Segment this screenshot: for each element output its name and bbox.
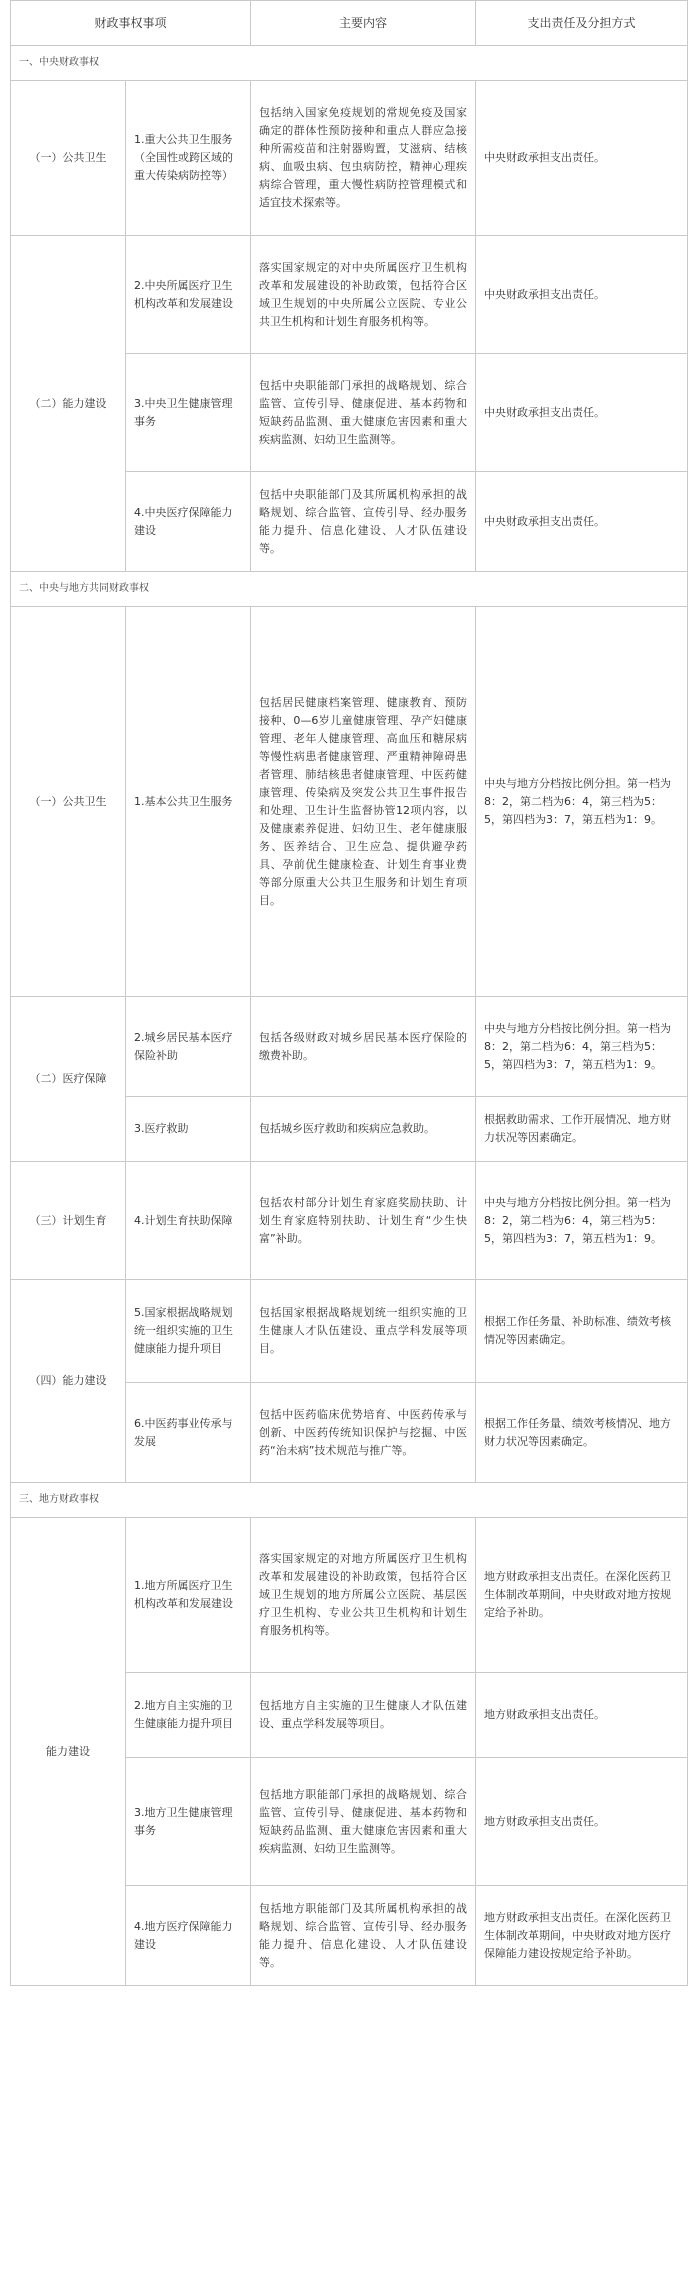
responsibility-cell: 中央财政承担支出责任。: [476, 236, 688, 354]
responsibility-cell: 地方财政承担支出责任。在深化医药卫生体制改革期间，中央财政对地方医疗保障能力建设按规定给予补助。: [476, 1886, 688, 1986]
category-label: （四）能力建设: [11, 1280, 126, 1483]
item-label: 2.中央所属医疗卫生机构改革和发展建设: [126, 236, 251, 354]
item-label: 4.计划生育扶助保障: [126, 1162, 251, 1280]
content-cell: 包括地方职能部门及其所属机构承担的战略规划、综合监管、宣传引导、经办服务能力提升、信息化建设、人才队伍建设等。: [251, 1886, 476, 1986]
content-cell: 包括城乡医疗救助和疾病应急救助。: [251, 1097, 476, 1162]
item-label: 3.医疗救助: [126, 1097, 251, 1162]
responsibility-cell: 根据工作任务量、绩效考核情况、地方财力状况等因素确定。: [476, 1383, 688, 1483]
responsibility-cell: 地方财政承担支出责任。: [476, 1673, 688, 1758]
category-label: （二）医疗保障: [11, 997, 126, 1162]
header-item: 财政事权事项: [11, 1, 251, 46]
content-cell: 包括居民健康档案管理、健康教育、预防接种、0—6岁儿童健康管理、孕产妇健康管理、老年人健康管理、高血压和糖尿病等慢性病患者健康管理、严重精神障碍患者管理、肺结核患者健康管理、中医药健康管理、传染病及突发公共卫生事件报告和处理、卫生计生监督协管12项内容，以及健康素养促进、妇幼卫生、老年健康服务、医养结合、卫生应急、提供避孕药具、孕前优生健康检查、计划生育事业费等部分原重大公共卫生服务和计划生育项目。: [251, 607, 476, 997]
category-label: （一）公共卫生: [11, 607, 126, 997]
header-responsibility: 支出责任及分担方式: [476, 1, 688, 46]
responsibility-cell: 中央与地方分档按比例分担。第一档为8：2，第二档为6：4，第三档为5：5，第四档为3：7，第五档为1：9。: [476, 1162, 688, 1280]
item-label: 4.中央医疗保障能力建设: [126, 472, 251, 572]
item-label: 1.重大公共卫生服务（全国性或跨区域的重大传染病防控等）: [126, 81, 251, 236]
header-content: 主要内容: [251, 1, 476, 46]
table-row: [11, 997, 688, 1097]
item-label: 2.城乡居民基本医疗保险补助: [126, 997, 251, 1097]
content-cell: 包括纳入国家免疫规划的常规免疫及国家确定的群体性预防接种和重点人群应急接种所需疫苗和注射器购置，艾滋病、结核病、血吸虫病、包虫病防控，精神心理疾病综合管理，重大慢性病防控管理模式和适宜技术探索等。: [251, 81, 476, 236]
table-row: [11, 607, 688, 997]
responsibility-cell: 中央财政承担支出责任。: [476, 354, 688, 472]
category-label: 能力建设: [11, 1518, 126, 1986]
item-label: 6.中医药事业传承与发展: [126, 1383, 251, 1483]
table-row: [11, 236, 688, 354]
table-row: [11, 1162, 688, 1280]
category-label: （三）计划生育: [11, 1162, 126, 1280]
content-cell: 落实国家规定的对中央所属医疗卫生机构改革和发展建设的补助政策，包括符合区域卫生规划的中央所属公立医院、专业公共卫生机构和计划生育服务机构等。: [251, 236, 476, 354]
content-cell: 包括地方职能部门承担的战略规划、综合监管、宣传引导、健康促进、基本药物和短缺药品监测、重大健康危害因素和重大疾病监测、妇幼卫生监测等。: [251, 1758, 476, 1886]
item-label: 1.地方所属医疗卫生机构改革和发展建设: [126, 1518, 251, 1673]
fiscal-responsibility-table: [10, 0, 688, 1986]
content-cell: 包括中央职能部门及其所属机构承担的战略规划、综合监管、宣传引导、经办服务能力提升、信息化建设、人才队伍建设等。: [251, 472, 476, 572]
item-label: 2.地方自主实施的卫生健康能力提升项目: [126, 1673, 251, 1758]
responsibility-cell: 中央财政承担支出责任。: [476, 81, 688, 236]
table-row: [11, 1280, 688, 1383]
section-row: [11, 572, 688, 607]
responsibility-cell: 根据工作任务量、补助标准、绩效考核情况等因素确定。: [476, 1280, 688, 1383]
content-cell: 包括地方自主实施的卫生健康人才队伍建设、重点学科发展等项目。: [251, 1673, 476, 1758]
section-title: 二、中央与地方共同财政事权: [11, 572, 688, 607]
content-cell: 包括中医药临床优势培育、中医药传承与创新、中医药传统知识保护与挖掘、中医药“治未病”技术规范与推广等。: [251, 1383, 476, 1483]
content-cell: 包括农村部分计划生育家庭奖励扶助、计划生育家庭特别扶助、计划生育“少生快富”补助。: [251, 1162, 476, 1280]
content-cell: 包括国家根据战略规划统一组织实施的卫生健康人才队伍建设、重点学科发展等项目。: [251, 1280, 476, 1383]
item-label: 4.地方医疗保障能力建设: [126, 1886, 251, 1986]
responsibility-cell: 地方财政承担支出责任。: [476, 1758, 688, 1886]
content-cell: 包括各级财政对城乡居民基本医疗保险的缴费补助。: [251, 997, 476, 1097]
responsibility-cell: 中央财政承担支出责任。: [476, 472, 688, 572]
content-cell: 包括中央职能部门承担的战略规划、综合监管、宣传引导、健康促进、基本药物和短缺药品监测、重大健康危害因素和重大疾病监测、妇幼卫生监测等。: [251, 354, 476, 472]
section-row: [11, 46, 688, 81]
responsibility-cell: 根据救助需求、工作开展情况、地方财力状况等因素确定。: [476, 1097, 688, 1162]
item-label: 3.中央卫生健康管理事务: [126, 354, 251, 472]
section-title: 一、中央财政事权: [11, 46, 688, 81]
item-label: 5.国家根据战略规划统一组织实施的卫生健康能力提升项目: [126, 1280, 251, 1383]
table-header-row: [11, 1, 688, 46]
responsibility-cell: 地方财政承担支出责任。在深化医药卫生体制改革期间，中央财政对地方按规定给予补助。: [476, 1518, 688, 1673]
section-row: [11, 1483, 688, 1518]
table-row: [11, 81, 688, 236]
table-row: [11, 1518, 688, 1673]
responsibility-cell: 中央与地方分档按比例分担。第一档为8：2，第二档为6：4，第三档为5：5，第四档为3：7，第五档为1：9。: [476, 997, 688, 1097]
category-label: （二）能力建设: [11, 236, 126, 572]
responsibility-cell: 中央与地方分档按比例分担。第一档为8：2，第二档为6：4，第三档为5：5，第四档为3：7，第五档为1：9。: [476, 607, 688, 997]
content-cell: 落实国家规定的对地方所属医疗卫生机构改革和发展建设的补助政策，包括符合区域卫生规划的地方所属公立医院、基层医疗卫生机构、专业公共卫生机构和计划生育服务机构等。: [251, 1518, 476, 1673]
item-label: 3.地方卫生健康管理事务: [126, 1758, 251, 1886]
category-label: （一）公共卫生: [11, 81, 126, 236]
section-title: 三、地方财政事权: [11, 1483, 688, 1518]
item-label: 1.基本公共卫生服务: [126, 607, 251, 997]
